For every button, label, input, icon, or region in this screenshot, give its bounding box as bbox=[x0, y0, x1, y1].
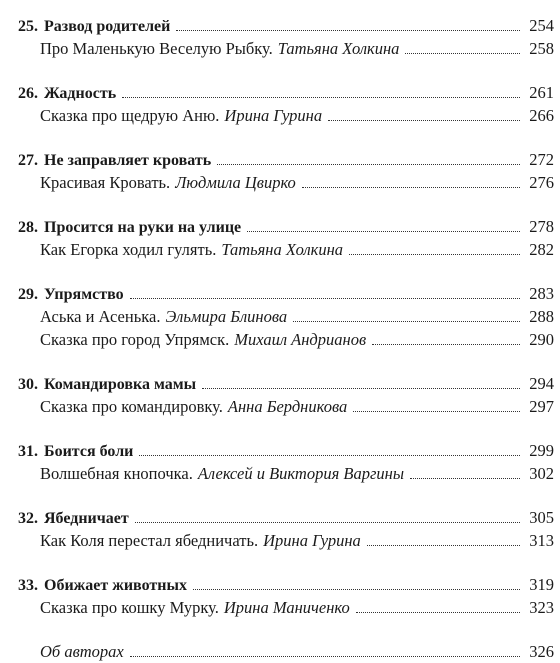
entry-title: Сказка про город Упрямск. bbox=[40, 330, 230, 349]
section-number: 27. bbox=[18, 152, 38, 169]
entry-author: Татьяна Холкина bbox=[277, 39, 400, 58]
dot-leader bbox=[247, 231, 520, 232]
entry-title: Сказка про щедрую Аню. bbox=[40, 106, 220, 125]
entry-author: Ирина Гурина bbox=[224, 106, 323, 125]
dot-leader bbox=[328, 120, 520, 121]
toc-entry[interactable] bbox=[18, 104, 554, 127]
dot-leader bbox=[367, 545, 520, 546]
dot-leader bbox=[405, 53, 520, 54]
section-heading[interactable] bbox=[18, 81, 554, 104]
entry-page: 290 bbox=[529, 330, 554, 349]
entry-author: Ирина Маниченко bbox=[223, 598, 350, 617]
section-page: 305 bbox=[529, 508, 554, 527]
dot-leader bbox=[135, 522, 520, 523]
dot-leader bbox=[217, 164, 520, 165]
entry-page: 282 bbox=[529, 240, 554, 259]
entry-title: Красивая Кровать. bbox=[40, 173, 171, 192]
section-heading[interactable] bbox=[18, 573, 554, 596]
entry-author: Алексей и Виктория Варгины bbox=[197, 464, 405, 483]
toc-entry[interactable] bbox=[18, 238, 554, 261]
section-number: 33. bbox=[18, 577, 38, 594]
toc-section bbox=[18, 573, 554, 619]
dot-leader bbox=[122, 97, 520, 98]
entry-title: Сказка про кошку Мурку. bbox=[40, 598, 219, 617]
entry-page: 323 bbox=[529, 598, 554, 617]
dot-leader bbox=[349, 254, 520, 255]
section-page: 294 bbox=[529, 374, 554, 393]
section-page: 261 bbox=[529, 83, 554, 102]
section-title: Не заправляет кровать bbox=[44, 152, 212, 169]
section-number: 31. bbox=[18, 443, 38, 460]
entry-page: 276 bbox=[529, 173, 554, 192]
section-heading[interactable] bbox=[18, 506, 554, 529]
entry-author: Ирина Гурина bbox=[263, 531, 361, 550]
section-title: Командировка мамы bbox=[44, 376, 197, 393]
section-title: Обижает животных bbox=[44, 577, 187, 594]
toc-section bbox=[18, 439, 554, 485]
toc-section bbox=[18, 372, 554, 418]
toc-section bbox=[18, 14, 554, 60]
dot-leader bbox=[302, 187, 520, 188]
section-title: Боится боли bbox=[44, 443, 134, 460]
dot-leader bbox=[356, 612, 520, 613]
section-title: Просится на руки на улице bbox=[44, 219, 242, 236]
toc-section bbox=[18, 148, 554, 194]
section-number: 30. bbox=[18, 376, 38, 393]
entry-page: 266 bbox=[529, 106, 554, 125]
dot-leader bbox=[130, 298, 520, 299]
entry-title: Волшебная кнопочка. bbox=[40, 464, 193, 483]
entry-author: Анна Бердникова bbox=[227, 397, 348, 416]
section-title: Ябедничает bbox=[44, 510, 129, 527]
dot-leader bbox=[353, 411, 520, 412]
section-heading[interactable] bbox=[18, 439, 554, 462]
toc-entry[interactable] bbox=[18, 305, 554, 328]
section-page: 272 bbox=[529, 150, 554, 169]
section-number: 26. bbox=[18, 85, 38, 102]
dot-leader bbox=[293, 321, 520, 322]
footer-title: Об авторах bbox=[40, 642, 124, 661]
entry-page: 302 bbox=[529, 464, 554, 483]
toc-entry[interactable] bbox=[18, 462, 554, 485]
toc-section bbox=[18, 215, 554, 261]
section-page: 299 bbox=[529, 441, 554, 460]
entry-title: Сказка про командировку. bbox=[40, 397, 223, 416]
entry-page: 288 bbox=[529, 307, 554, 326]
toc-entry[interactable] bbox=[18, 328, 554, 351]
section-heading[interactable] bbox=[18, 14, 554, 37]
toc-entry[interactable] bbox=[18, 37, 554, 60]
toc-entry[interactable] bbox=[18, 395, 554, 418]
dot-leader bbox=[193, 589, 520, 590]
section-number: 32. bbox=[18, 510, 38, 527]
section-number: 28. bbox=[18, 219, 38, 236]
footer-page: 326 bbox=[529, 642, 554, 661]
section-page: 319 bbox=[529, 575, 554, 594]
dot-leader bbox=[410, 478, 520, 479]
toc-entry[interactable] bbox=[18, 171, 554, 194]
entry-title: Аська и Асенька. bbox=[40, 307, 161, 326]
entry-page: 313 bbox=[529, 531, 554, 550]
section-heading[interactable] bbox=[18, 215, 554, 238]
dot-leader bbox=[176, 30, 520, 31]
entry-page: 258 bbox=[529, 39, 554, 58]
entry-title: Как Коля перестал ябедничать. bbox=[40, 531, 259, 550]
entry-author: Эльмира Блинова bbox=[165, 307, 288, 326]
toc-section bbox=[18, 81, 554, 127]
section-title: Жадность bbox=[44, 85, 117, 102]
section-number: 29. bbox=[18, 286, 38, 303]
entry-author: Михаил Андрианов bbox=[234, 330, 367, 349]
section-page: 278 bbox=[529, 217, 554, 236]
toc-entry[interactable] bbox=[18, 529, 554, 552]
section-number: 25. bbox=[18, 18, 38, 35]
toc-section bbox=[18, 282, 554, 351]
toc-footer-entry[interactable] bbox=[18, 640, 554, 663]
section-page: 283 bbox=[529, 284, 554, 303]
section-title: Упрямство bbox=[44, 286, 124, 303]
section-title: Развод родителей bbox=[44, 18, 171, 35]
dot-leader bbox=[130, 656, 520, 657]
entry-author: Людмила Цвирко bbox=[175, 173, 296, 192]
section-heading[interactable] bbox=[18, 148, 554, 171]
section-page: 254 bbox=[529, 16, 554, 35]
dot-leader bbox=[372, 344, 520, 345]
entry-author: Татьяна Холкина bbox=[221, 240, 344, 259]
entry-page: 297 bbox=[529, 397, 554, 416]
section-heading[interactable] bbox=[18, 372, 554, 395]
dot-leader bbox=[139, 455, 520, 456]
entry-title: Про Маленькую Веселую Рыбку. bbox=[40, 39, 273, 58]
toc-sections bbox=[18, 14, 554, 619]
dot-leader bbox=[202, 388, 520, 389]
section-heading[interactable] bbox=[18, 282, 554, 305]
toc-entry[interactable] bbox=[18, 596, 554, 619]
toc-section bbox=[18, 506, 554, 552]
entry-title: Как Егорка ходил гулять. bbox=[40, 240, 217, 259]
